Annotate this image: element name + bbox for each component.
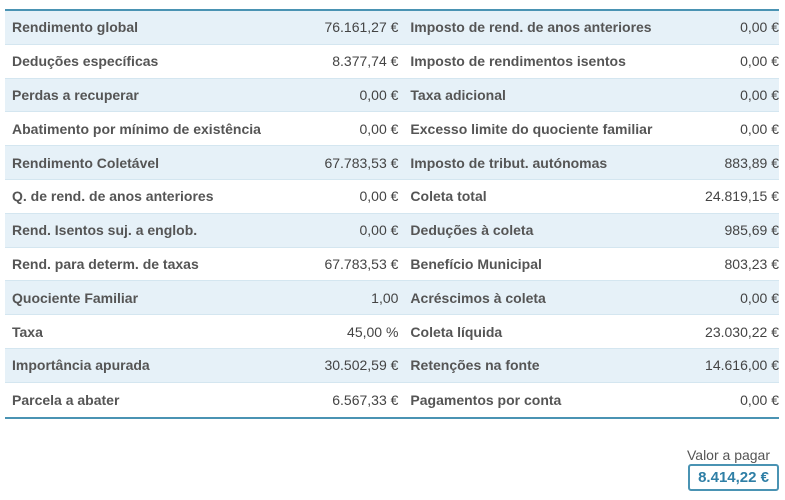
- row-left-label: Rend. Isentos suj. a englob.: [12, 222, 198, 239]
- row-left-label: Q. de rend. de anos anteriores: [12, 188, 214, 205]
- row-left-label: Abatimento por mínimo de existência: [12, 120, 261, 137]
- table-row: [5, 180, 779, 214]
- row-right-value: 0,00 €: [740, 289, 779, 306]
- row-left-value: 67.783,53 €: [324, 154, 399, 171]
- row-right-label: Benefício Municipal: [410, 255, 542, 272]
- row-left-value: 0,00 €: [359, 188, 399, 205]
- row-left-label: Rendimento Coletável: [12, 154, 160, 171]
- row-left-value: 0,00 €: [359, 222, 399, 239]
- table-row: [5, 79, 779, 113]
- row-right-label: Coleta líquida: [410, 323, 503, 340]
- table-row: [5, 383, 779, 417]
- table-row: [5, 11, 779, 45]
- row-right-value: 0,00 €: [740, 391, 779, 408]
- row-left-label: Deduções específicas: [12, 53, 159, 70]
- row-right-label: Coleta total: [410, 188, 487, 205]
- row-left-label: Quociente Familiar: [12, 289, 139, 306]
- row-left-value: 30.502,59 €: [324, 357, 399, 374]
- total-amount-badge: 8.414,22 €: [688, 464, 779, 491]
- row-right-value: 0,00 €: [740, 86, 779, 103]
- row-right-label: Deduções à coleta: [410, 222, 534, 239]
- row-right-value: 14.616,00 €: [705, 357, 779, 374]
- row-right-label: Imposto de rend. de anos anteriores: [410, 19, 652, 36]
- table-row: [5, 146, 779, 180]
- row-right-label: Excesso limite do quociente familiar: [410, 120, 653, 137]
- table-row: [5, 45, 779, 79]
- row-right-label: Retenções na fonte: [410, 357, 540, 374]
- row-left-value: 1,00: [371, 289, 399, 306]
- row-right-label: Imposto de rendimentos isentos: [410, 53, 626, 70]
- row-right-value: 985,69 €: [724, 222, 779, 239]
- row-right-value: 0,00 €: [740, 120, 779, 137]
- table-row: [5, 112, 779, 146]
- row-left-label: Importância apurada: [12, 357, 150, 374]
- row-left-value: 6.567,33 €: [332, 391, 399, 408]
- table-row: [5, 349, 779, 383]
- row-left-label: Rend. para determ. de taxas: [12, 255, 199, 272]
- table-row: [5, 248, 779, 282]
- row-left-value: 45,00 %: [347, 323, 399, 340]
- table-row: [5, 281, 779, 315]
- row-right-label: Imposto de tribut. autónomas: [410, 154, 608, 171]
- row-right-value: 24.819,15 €: [705, 188, 779, 205]
- row-left-label: Parcela a abater: [12, 391, 120, 408]
- row-right-value: 803,23 €: [724, 255, 779, 272]
- row-left-label: Perdas a recuperar: [12, 86, 139, 103]
- table-row: [5, 315, 779, 349]
- row-left-value: 0,00 €: [359, 86, 399, 103]
- total-label: Valor a pagar: [686, 447, 770, 463]
- row-right-value: 883,89 €: [724, 154, 779, 171]
- row-left-label: Taxa: [12, 323, 43, 340]
- row-right-label: Pagamentos por conta: [410, 391, 562, 408]
- row-left-label: Rendimento global: [12, 19, 138, 36]
- row-left-value: 0,00 €: [359, 120, 399, 137]
- row-right-value: 0,00 €: [740, 53, 779, 70]
- tax-summary-table: [5, 9, 779, 419]
- row-left-value: 76.161,27 €: [324, 19, 399, 36]
- row-right-label: Taxa adicional: [410, 86, 506, 103]
- row-right-value: 23.030,22 €: [705, 323, 779, 340]
- row-left-value: 8.377,74 €: [332, 53, 399, 70]
- table-row: [5, 214, 779, 248]
- row-left-value: 67.783,53 €: [324, 255, 399, 272]
- row-right-value: 0,00 €: [740, 19, 779, 36]
- row-right-label: Acréscimos à coleta: [410, 289, 546, 306]
